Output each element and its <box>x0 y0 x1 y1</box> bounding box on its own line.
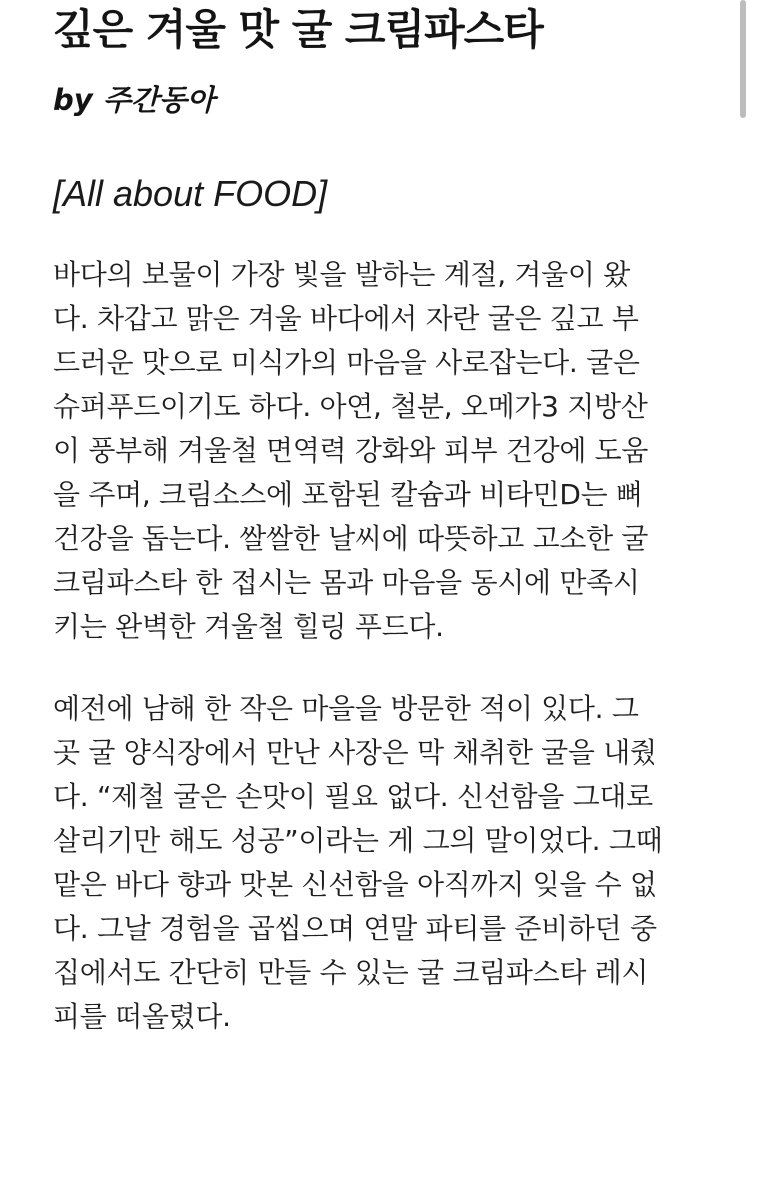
text-line: 을 주며, 크림소스에 포함된 칼슘과 비타민D는 뼈 <box>53 478 643 511</box>
text-line: 살리기만 해도 성공”이라는 게 그의 말이었다. 그때 <box>53 824 663 857</box>
text-line: 다. 그날 경험을 곱씹으며 연말 파티를 준비하던 중 <box>53 912 657 945</box>
text-line: 곳 굴 양식장에서 만난 사장은 막 채취한 굴을 내줬 <box>53 736 657 769</box>
text-line: 다. 차갑고 맑은 겨울 바다에서 자란 굴은 깊고 부 <box>53 302 639 335</box>
text-line: 다. “제철 굴은 손맛이 필요 없다. 신선함을 그대로 <box>53 780 653 813</box>
text-line: 맡은 바다 향과 맛본 신선함을 아직까지 잊을 수 없 <box>53 868 657 901</box>
text-line: 크림파스타 한 접시는 몸과 마음을 동시에 만족시 <box>53 566 640 599</box>
section-tag: [All about FOOD] <box>53 173 328 214</box>
text-line: 집에서도 간단히 만들 수 있는 굴 크림파스타 레시 <box>53 956 649 989</box>
text-line: 바다의 보물이 가장 빛을 발하는 계절, 겨울이 왔 <box>53 258 631 291</box>
text-line: 예전에 남해 한 작은 마을을 방문한 적이 있다. 그 <box>53 692 639 725</box>
article-title: 깊은 겨울 맛 굴 크림파스타 <box>53 5 543 54</box>
text-line: 피를 떠올렸다. <box>53 1000 231 1033</box>
scrollbar-thumb[interactable] <box>740 0 746 118</box>
text-line: 건강을 돕는다. 쌀쌀한 날씨에 따뜻하고 고소한 굴 <box>53 522 649 555</box>
body-paragraph-1 <box>53 253 723 649</box>
text-line: 드러운 맛으로 미식가의 마음을 사로잡는다. 굴은 <box>53 346 640 379</box>
text-line: 키는 완벽한 겨울철 힐링 푸드다. <box>53 610 444 643</box>
text-line: 이 풍부해 겨울철 면역력 강화와 피부 건강에 도움 <box>53 434 649 467</box>
text-line: 슈퍼푸드이기도 하다. 아연, 철분, 오메가3 지방산 <box>53 390 648 423</box>
body-paragraph-2 <box>53 687 723 1039</box>
article <box>53 0 723 1039</box>
article-byline: by 주간동아 <box>53 83 215 117</box>
